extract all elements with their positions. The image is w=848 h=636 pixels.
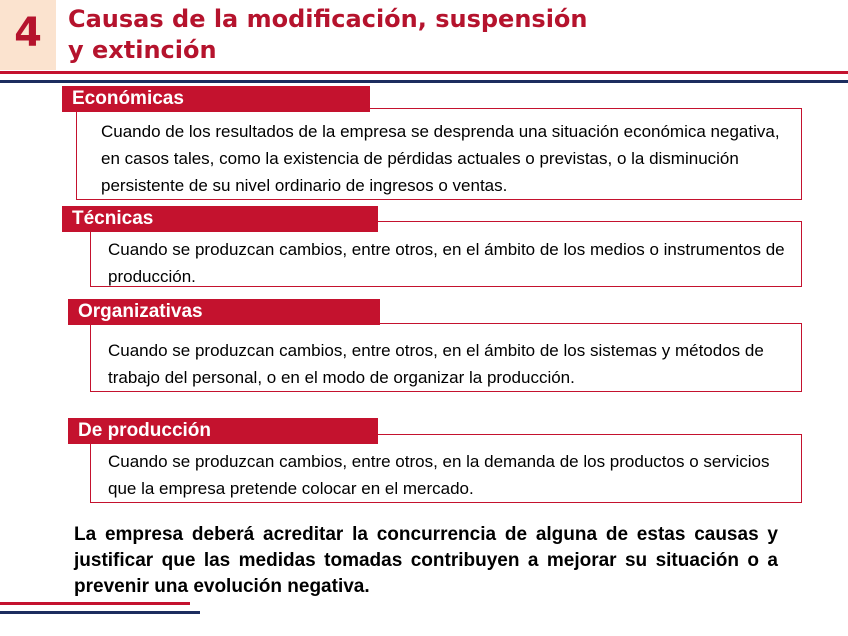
section-text-de-produccion: Cuando se produzcan cambios, entre otros, en la demanda de los productos o servicios que la empresa pretende colocar en el mercado. bbox=[108, 452, 770, 498]
page-title bbox=[68, 4, 838, 66]
page-title-line-1: Causas de la modificación, suspensión bbox=[68, 5, 588, 33]
summary-paragraph: La empresa deberá acreditar la concurrencia de alguna de estas causas y justificar que las medidas tomadas contribuyen a mejorar su situación o a prevenir una evolución negativa. bbox=[74, 524, 778, 597]
section-text-economicas: Cuando de los resultados de la empresa se desprenda una situación económica negativa, en casos tales, como la existencia de pérdidas actuales o previstas, o la disminución persistente de su nivel ordinario de ingresos o ventas. bbox=[101, 122, 780, 195]
footer-rule-red bbox=[0, 602, 190, 605]
section-label-tecnicas: Técnicas bbox=[62, 206, 378, 232]
section-number-box bbox=[0, 0, 56, 70]
section-text-organizativas: Cuando se produzcan cambios, entre otros, en el ámbito de los sistemas y métodos de trabajo del personal, o en el modo de organizar la producción. bbox=[108, 341, 764, 387]
header-rule-navy bbox=[0, 80, 848, 83]
section-number: 4 bbox=[14, 10, 42, 56]
section-label-de-produccion: De producción bbox=[68, 418, 378, 444]
header-rule-red bbox=[0, 71, 848, 74]
section-text-tecnicas: Cuando se produzcan cambios, entre otros, en el ámbito de los medios o instrumentos de producción. bbox=[108, 240, 785, 286]
page-title-line-2: y extinción bbox=[68, 36, 217, 64]
footer-rule-navy bbox=[0, 611, 200, 614]
section-label-organizativas: Organizativas bbox=[68, 299, 380, 325]
section-label-economicas: Económicas bbox=[62, 86, 370, 112]
